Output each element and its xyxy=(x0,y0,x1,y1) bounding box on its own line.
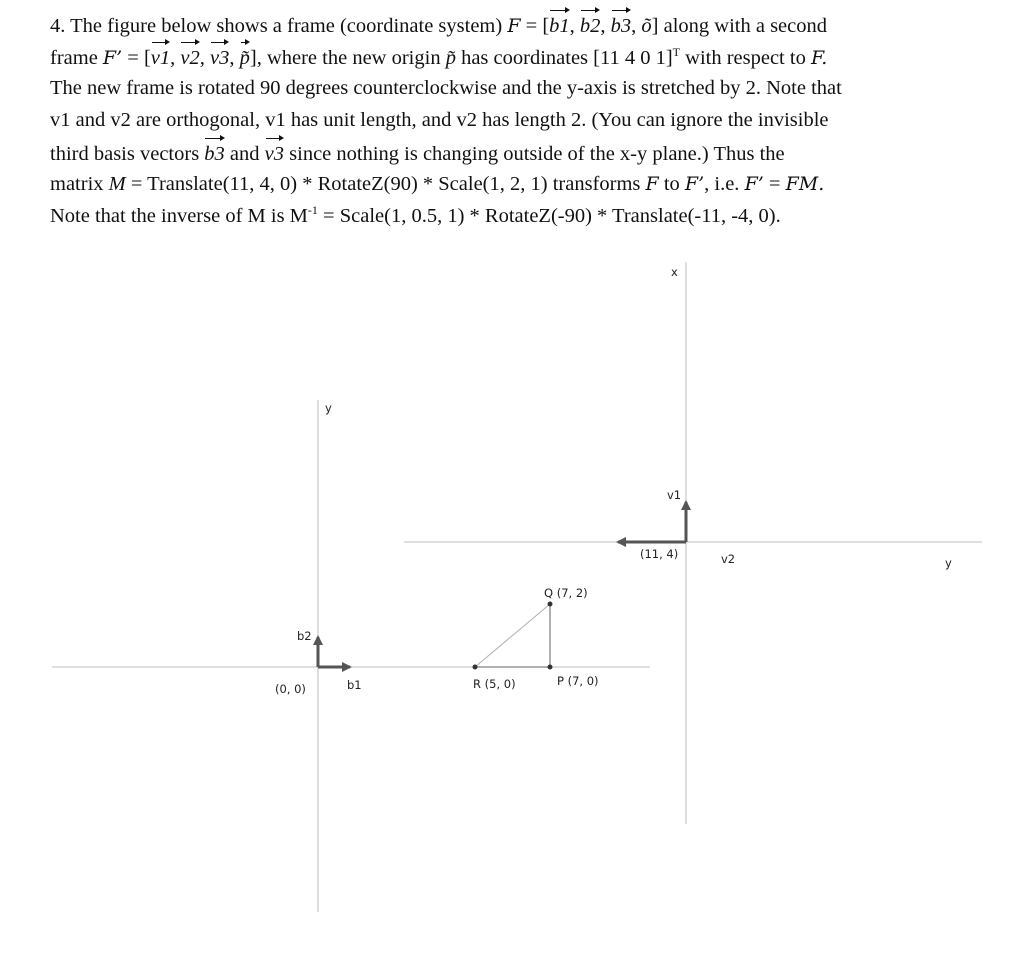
line2-coords: has coordinates [11 4 0 1] xyxy=(461,47,673,69)
line6-to: to xyxy=(663,173,680,195)
line2-mid: ], where the new origin xyxy=(249,47,441,69)
frame-Fp-y-label: y xyxy=(945,556,952,570)
transpose-sup: T xyxy=(672,45,681,60)
problem-line-3: The new frame is rotated 90 degrees counterclockwise and the y-axis is stretched by 2. Note that xyxy=(50,77,842,99)
equals-bracket: = [ xyxy=(520,15,550,37)
vec-b3-2: b3 xyxy=(204,136,225,170)
vec-v1: v1 xyxy=(151,40,170,74)
origin-Fp-label: (11, 4) xyxy=(640,547,679,561)
problem-line-1: 4. The figure below shows a frame (coordinate system) F = [b1, b2, b3, õ] along with a second xyxy=(50,8,980,40)
line7-a: Note that the inverse of M is M xyxy=(50,205,308,227)
origin-o-symbol: õ xyxy=(641,15,652,37)
problem-intro: 4. The figure below shows a frame (coordinate system) xyxy=(50,15,503,37)
point-R xyxy=(473,665,478,670)
line5-tail: since nothing is changing outside of the x-y plane.) Thus the xyxy=(289,143,785,165)
problem-line-4: v1 and v2 are orthogonal, v1 has unit length, and v2 has length 2. (You can ignore the invisible xyxy=(50,109,829,131)
line1-tail: ] along with a second xyxy=(651,15,827,37)
vec-v3: v3 xyxy=(210,40,229,74)
point-Q-label: Q (7, 2) xyxy=(544,586,588,600)
line5-and: and xyxy=(229,143,260,165)
frame-F-y-label: y xyxy=(325,401,332,415)
product-FM-symbol: FM. xyxy=(785,173,825,195)
point-R-label: R (5, 0) xyxy=(473,677,516,691)
line6-eq: = xyxy=(768,173,781,195)
line2-frame-word: frame xyxy=(50,47,98,69)
vec-v2: v2 xyxy=(180,40,199,74)
frame-F-symbol: F xyxy=(507,15,521,37)
v2-label: v2 xyxy=(721,552,736,566)
origin-F-label: (0, 0) xyxy=(275,682,306,696)
origin-p-symbol: p̃ xyxy=(445,47,456,69)
frame-Fp-symbol-3: F’ xyxy=(744,173,764,195)
problem-line-2: frame F’ = [v1, v2, v3, p̃], where the new origin p̃ has coordinates [11 4 0 1]$^T$ with respect to F. xyxy=(50,40,980,72)
line6-c: , i.e. xyxy=(704,173,740,195)
v1-label: v1 xyxy=(667,488,682,502)
line2-tail: with respect to xyxy=(685,47,806,69)
point-Q xyxy=(548,602,553,607)
matrix-M-symbol: M xyxy=(108,173,126,195)
line7-b: = Scale(1, 0.5, 1) * RotateZ(-90) * Translate(-11, -4, 0). xyxy=(323,205,781,227)
frame-F-symbol-2: F. xyxy=(810,47,828,69)
vec-b3: b3 xyxy=(611,8,632,42)
point-P-label: P (7, 0) xyxy=(557,674,599,688)
vec-p: p̃ xyxy=(240,40,250,74)
line5-a: third basis vectors xyxy=(50,143,200,165)
point-P xyxy=(548,665,553,670)
triangle-edge-RQ xyxy=(475,604,550,667)
line6-a: matrix xyxy=(50,173,104,195)
b1-label: b1 xyxy=(347,678,362,692)
equals-bracket-2: = [ xyxy=(127,47,151,69)
vec-v3-2: v3 xyxy=(265,136,284,170)
inverse-sup: -1 xyxy=(307,203,318,218)
vec-b2: b2 xyxy=(580,8,601,42)
b2-label: b2 xyxy=(297,629,312,643)
frame-Fp-x-label: x xyxy=(671,265,678,279)
line6-b: = Translate(11, 4, 0) * RotateZ(90) * Scale(1, 2, 1) transforms xyxy=(130,173,641,195)
vec-b1: b1 xyxy=(549,8,570,42)
frame-F-symbol-3: F xyxy=(645,173,659,195)
frame-Fp-symbol: F’ xyxy=(102,47,123,69)
frame-Fp-symbol-2: F’ xyxy=(684,173,705,195)
